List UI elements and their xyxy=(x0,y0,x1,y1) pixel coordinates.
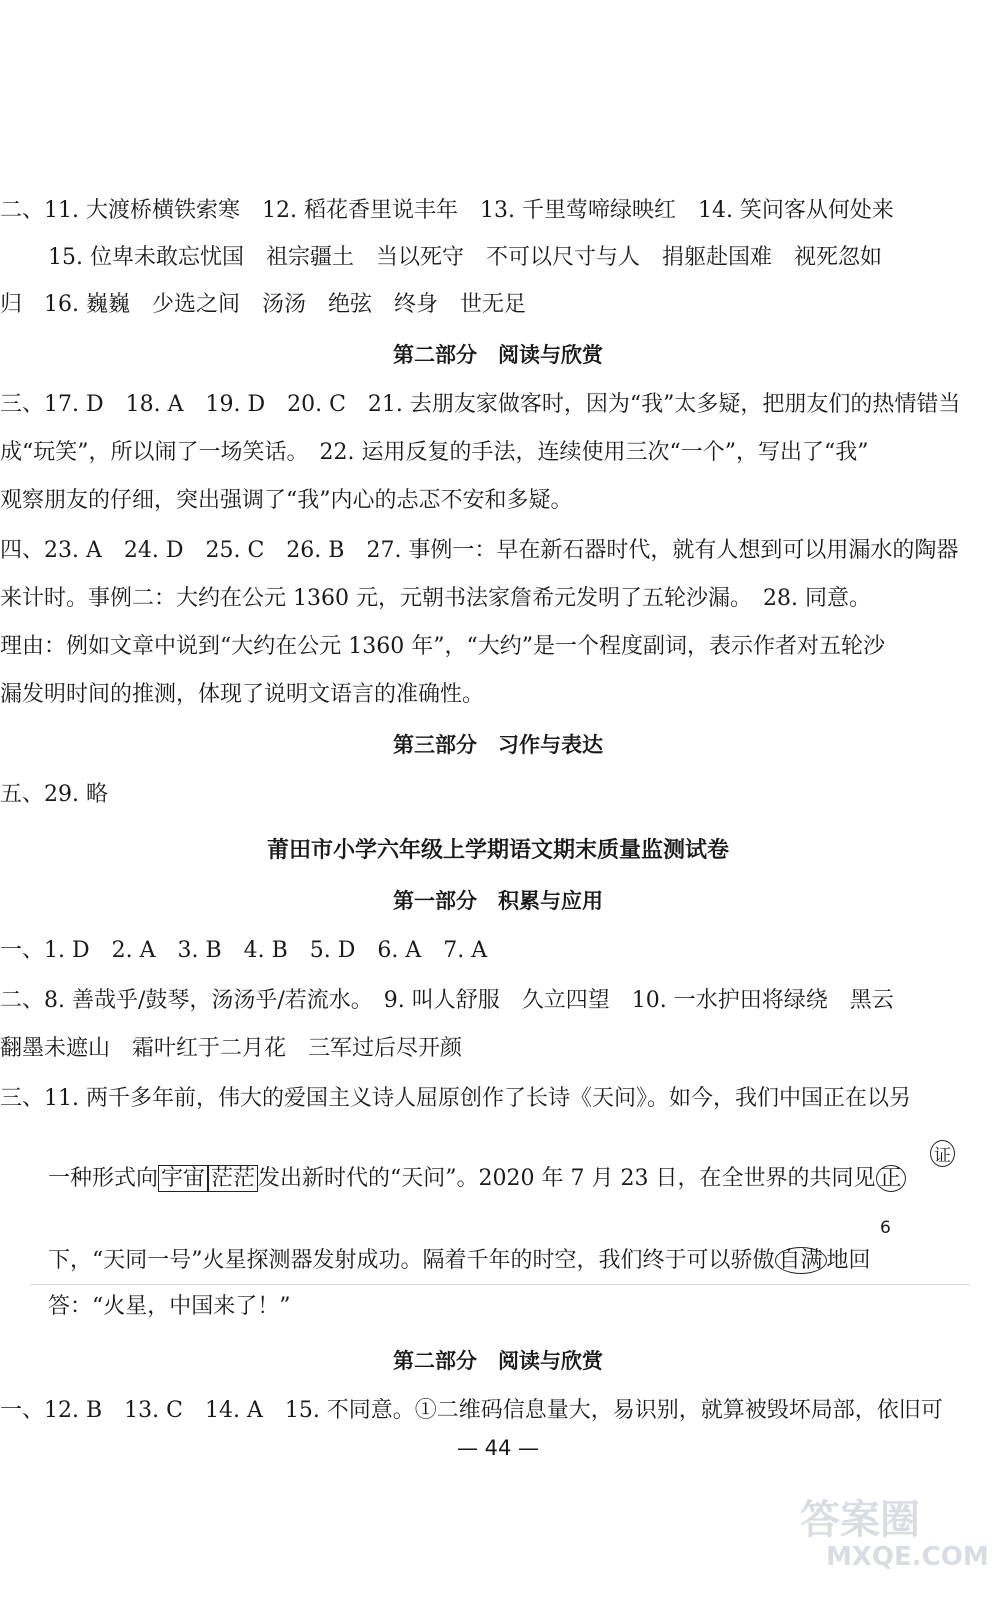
answer-line-8: 四、23. A 24. D 25. C 26. B 27. 事例一：早在新石器时代，就有人想到可以用漏水的陶器 xyxy=(0,538,959,563)
correction-mark-zheng: 证 xyxy=(930,1140,955,1167)
section-heading-reading-2: 第二部分 阅读与欣赏 xyxy=(393,1349,603,1373)
section-heading-writing: 第三部分 习作与表达 xyxy=(393,733,603,757)
answer-line-7: 观察朋友的仔细，突出强调了“我”内心的忐忑不安和多疑。 xyxy=(0,488,573,513)
scan-fold-line xyxy=(30,1284,970,1285)
answer-line-16: 一、1. D 2. A 3. B 4. B 5. D 6. A 7. A xyxy=(0,938,488,963)
answer-line-6: 成“玩笑”，所以闹了一场笑话。 22. 运用反复的手法，连续使用三次“一个”，写出了“我” xyxy=(0,440,869,465)
circled-char-zheng: 正 xyxy=(876,1165,906,1192)
answer-line-5: 三、17. D 18. A 19. D 20. C 21. 去朋友家做客时，因为“我”太多疑，把朋友们的热情错当 xyxy=(0,392,961,417)
watermark-logo: 答案圈 xyxy=(800,1497,920,1543)
answer-line-19: 三、11. 两千多年前，伟大的爱国主义诗人屈原创作了长诗《天问》。如今，我们中国正在以另 xyxy=(0,1086,911,1111)
boxed-word-mangmang: 茫茫 xyxy=(208,1165,258,1192)
answer-line-10: 理由：例如文章中说到“大约在公元 1360 年”，“大约”是一个程度副词，表示作者对五轮沙 xyxy=(0,634,885,659)
answer-line-1: 二、11. 大渡桥横铁索寒 12. 稻花香里说丰年 13. 千里莺啼绿映红 14. 笑问客从何处来 xyxy=(0,198,894,223)
handwritten-mark: 6 xyxy=(880,1218,891,1238)
answer-line-22: 答：“火星，中国来了！” xyxy=(48,1294,291,1319)
answer-line-20 xyxy=(0,1164,996,1194)
page-number: — 44 — xyxy=(456,1436,540,1460)
answer-line-2: 15. 位卑未敢忘忧国 祖宗疆土 当以死守 不可以尺寸与人 捐躯赴国难 视死忽如 xyxy=(48,245,882,270)
answer-line-18: 翻墨未遮山 霜叶红于二月花 三军过后尽开颜 xyxy=(0,1036,463,1061)
answer-line-17: 二、8. 善哉乎/鼓琴，汤汤乎/若流水。 9. 叫人舒服 久立四望 10. 一水护田将绿绕 黑云 xyxy=(0,988,894,1013)
text-segment: 发出新时代的“天问”。2020 年 7 月 23 日，在全世界的共同见 xyxy=(258,1166,876,1191)
answer-line-13: 五、29. 略 xyxy=(0,782,108,807)
text-segment: 地回 xyxy=(826,1248,871,1273)
section-heading-accumulation: 第一部分 积累与应用 xyxy=(393,889,603,913)
answer-line-9: 来计时。事例二：大约在公元 1360 元，元朝书法家詹希元发明了五轮沙漏。 28. 同意。 xyxy=(0,586,871,611)
answer-line-21 xyxy=(0,1246,996,1276)
circled-word-ziman: 自满 xyxy=(775,1247,827,1274)
text-segment: 下，“天同一号”火星探测器发射成功。隔着千年的时空，我们终于可以骄傲 xyxy=(48,1248,775,1273)
answer-line-24: 一、12. B 13. C 14. A 15. 不同意。①二维码信息量大，易识别，就算被毁坏局部，依旧可 xyxy=(0,1398,943,1423)
answer-line-11: 漏发明时间的推测，体现了说明文语言的准确性。 xyxy=(0,682,485,707)
exam-title: 莆田市小学六年级上学期语文期末质量监测试卷 xyxy=(266,838,729,863)
boxed-word-yuzhou: 宇宙 xyxy=(158,1165,208,1192)
text-segment: 一种形式向 xyxy=(48,1166,159,1191)
answer-line-3: 归 16. 巍巍 少选之间 汤汤 绝弦 终身 世无足 xyxy=(0,292,526,317)
watermark-url: MXQE.COM xyxy=(826,1542,989,1572)
section-heading-reading: 第二部分 阅读与欣赏 xyxy=(393,343,603,367)
